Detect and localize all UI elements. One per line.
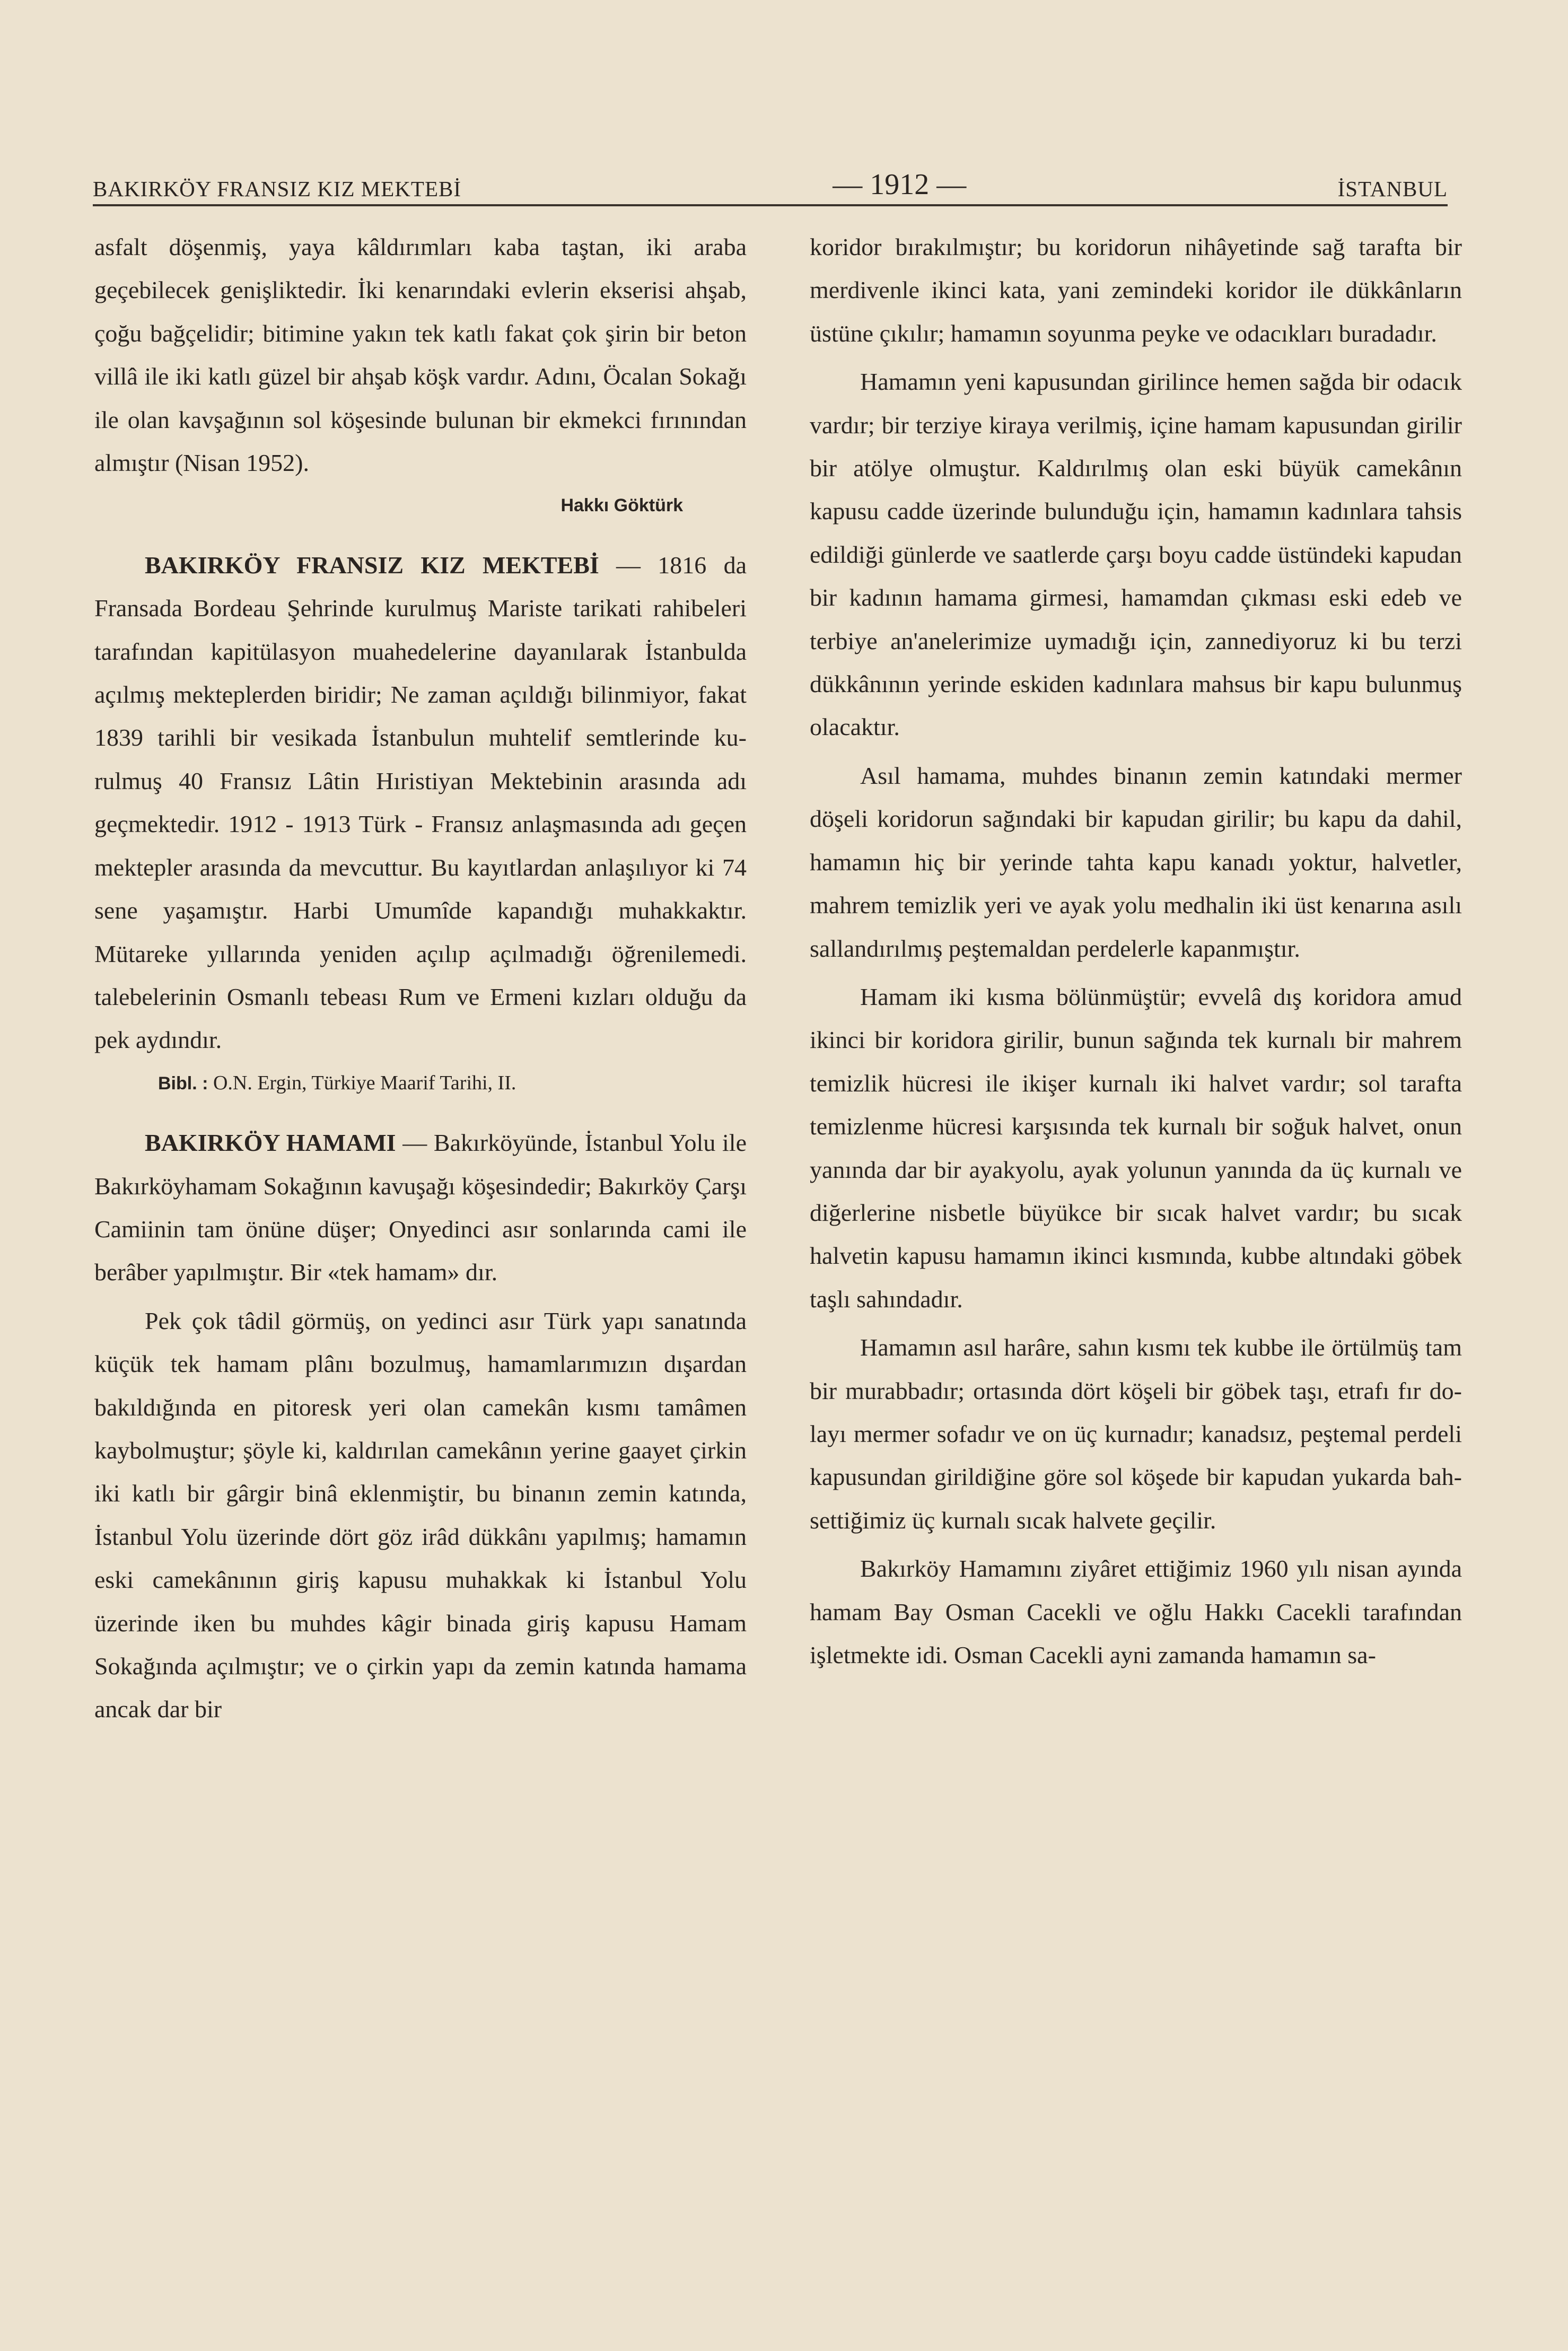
paragraph: koridor bırakılmıştır; bu koridorun nihâyetinde sağ tarafta bir merdivenle ikinci kata, yani zemindeki koridor ile dükkânların üstüne çıkılır; hamamın soyunma peyke ve odacıkları buradadır. bbox=[810, 233, 1462, 347]
bibliography-label: Bibl. : bbox=[158, 1073, 208, 1094]
paragraph: asfalt döşenmiş, yaya kâldırımları kaba taştan, iki araba geçebilecek genişliktedir. İki kenarındaki evlerin ekserisi ahşab, çoğu bağçelidir; bitimine yakın tek katlı fakat çok şirin bir beton villâ ile iki katlı güzel bir ahşab köşk vardır. Adını, Öcalan Sokağı ile olan kavşağının sol köşesinde bulunan bir ekmekci fırınından almıştır (Nisan 1952). bbox=[94, 233, 747, 477]
right-column bbox=[810, 225, 1462, 1676]
entry-bakirkoy-hamami bbox=[94, 1121, 747, 1294]
running-head-right: İSTANBUL bbox=[1337, 177, 1448, 201]
paragraph: Pek çok tâdil görmüş, on yedinci asır Türk yapı sanatında küçük tek hamam plânı bozulmuş, hamamlarımızın dışardan bakıldığında en pitoresk yeri olan camekân kısmı tamâmen kaybolmuştur; şöyle ki, kaldırılan camekânın yerine gaayet çirkin iki katlı bir gârgir binâ eklenmiştir, bu binanın zemin katında, İstanbul Yolu üzerinde dört göz irâd dükkânı yapılmış; hamamın eski camekânının giriş kapusu muhakkak ki İstanbul Yolu üzerinde iken bu muhdes kâgir binada giriş kapusu Hamam Sokağında açılmıştır; ve o çirkin yapı da zemin katında hamama ancak dar bir bbox=[94, 1307, 747, 1723]
running-head-year: — 1912 — bbox=[833, 168, 967, 201]
running-head bbox=[93, 159, 1448, 202]
header-rule bbox=[93, 204, 1448, 206]
entry-fransiz-kiz-mektebi bbox=[94, 544, 747, 1062]
bibliography bbox=[94, 1062, 747, 1105]
left-column bbox=[94, 225, 747, 1731]
entry-heading: BAKIRKÖY FRANSIZ KIZ MEKTEBİ bbox=[145, 551, 599, 579]
paragraph: Hamam iki kısma bölünmüştür; evvelâ dış koridora amud ikinci bir koridora girilir, bunun sağında tek kurnalı bir mahrem temizlik hücresi ile ikişer kurnalı iki halvet vardır; sol tarafta temizlenme hücresi karşısında tek kurnalı bir soğuk halvet, onun yanında dar bir ayakyolu, ayak yolunun yanında da üç kurnalı ve diğerlerine nisbetle büyükce bir sıcak halvet vardır; bu sıcak halvetin kapusu hamamın ikinci kısmında, kubbe altındaki göbek taşlı sahındadır. bbox=[810, 983, 1462, 1313]
paragraph: Bakırköy Hamamını ziyâret ettiğimiz 1960 yılı nisan ayında hamam Bay Osman Cacekli ve oğlu Hakkı Cacekli tarafından işletmekte idi. Osman Cacekli ayni zamanda hamamın sa- bbox=[810, 1555, 1462, 1668]
author-signature: Hakkı Göktürk bbox=[560, 495, 683, 516]
bibliography-text: O.N. Ergin, Türkiye Maarif Tarihi, II. bbox=[208, 1071, 516, 1094]
entry-heading: BAKIRKÖY HAMAMI bbox=[145, 1129, 396, 1157]
paragraph: Asıl hamama, muhdes binanın zemin katındaki mermer döşeli koridorun sağındaki bir kapudan girilir; bu kapu da dahil, hamamın hiç bir yerinde tahta kapu kanadı yoktur, halvetler, mahrem temizlik yeri ve ayak yolu medhalin iki üst kenarına asılı sallandırılmış peştemaldan perdelerle kapanmıştır. bbox=[810, 762, 1462, 962]
entry-text: — Bakırköyünde, İstanbul Yolu ile Bakırköyhamam Sokağının kavuşağı köşesindedir; Bakırköy Çarşı Camiinin tam önüne düşer; Onyedinci asır sonlarında cami ile berâber yapılmıştır. Bir «tek hamam» dır. bbox=[94, 1129, 747, 1286]
paragraph: Hamamın yeni kapusundan girilince hemen sağda bir odacık vardır; bir terziye kiraya verilmiş, içine hamam kapusundan girilir bir atölye olmuştur. Kaldırılmış olan eski büyük camekânın kapusu cadde üzerinde bulunduğu için, hamamın kadınlara tahsis edildiği günlerde ve saatlerde çarşı boyu cadde üstündeki kapudan bir kadının hamama girmesi, hamamdan çıkması eski edeb ve terbiye an'anelerimize uymadığı için, zannediyoruz ki bu terzi dükkânının yerinde eskiden kadınlara mahsus bir kapu bulunmuş olacaktır. bbox=[810, 368, 1462, 741]
entry-text: — 1816 da Fransada Bordeau Şehrinde kurulmuş Mariste tarikati rahibeleri tarafından kapitülasyon muahedelerine dayanılarak İstanbulda açılmış mekteplerden biridir; Ne zaman açıldığı bilinmiyor, fakat 1839 tarihli bir vesikada İstanbulun muhtelif semtlerinde kurulmuş 40 Fransız Lâtin Hıristiyan Mektebinin arasında adı geçmektedir. 1912 - 1913 Türk - Fransız anlaşmasında adı geçen mektepler arasında da mevcuttur. Bu kayıtlardan anlaşılıyor ki 74 sene yaşamıştır. Harbi Umumîde kapandığı muhakkaktır. Mütareke yıllarında yeniden açılıp açılmadığı öğrenilemedi. talebelerinin Osmanlı tebeası Rum ve Ermeni kızları olduğu da pek aydındır. bbox=[94, 551, 747, 1054]
running-head-left: BAKIRKÖY FRANSIZ KIZ MEKTEBİ bbox=[93, 177, 461, 201]
paragraph: Hamamın asıl harâre, sahın kısmı tek kubbe ile örtülmüş tam bir murabbadır; ortasında dört köşeli bir göbek taşı, etrafı fır dolayı mermer sofadır ve on üç kurnadır; kanadsız, peştemal perdeli kapusundan girildiğine göre sol köşede bir kapudan yukarda bahsettiğimiz üç kurnalı sıcak halvete geçilir. bbox=[810, 1334, 1462, 1534]
